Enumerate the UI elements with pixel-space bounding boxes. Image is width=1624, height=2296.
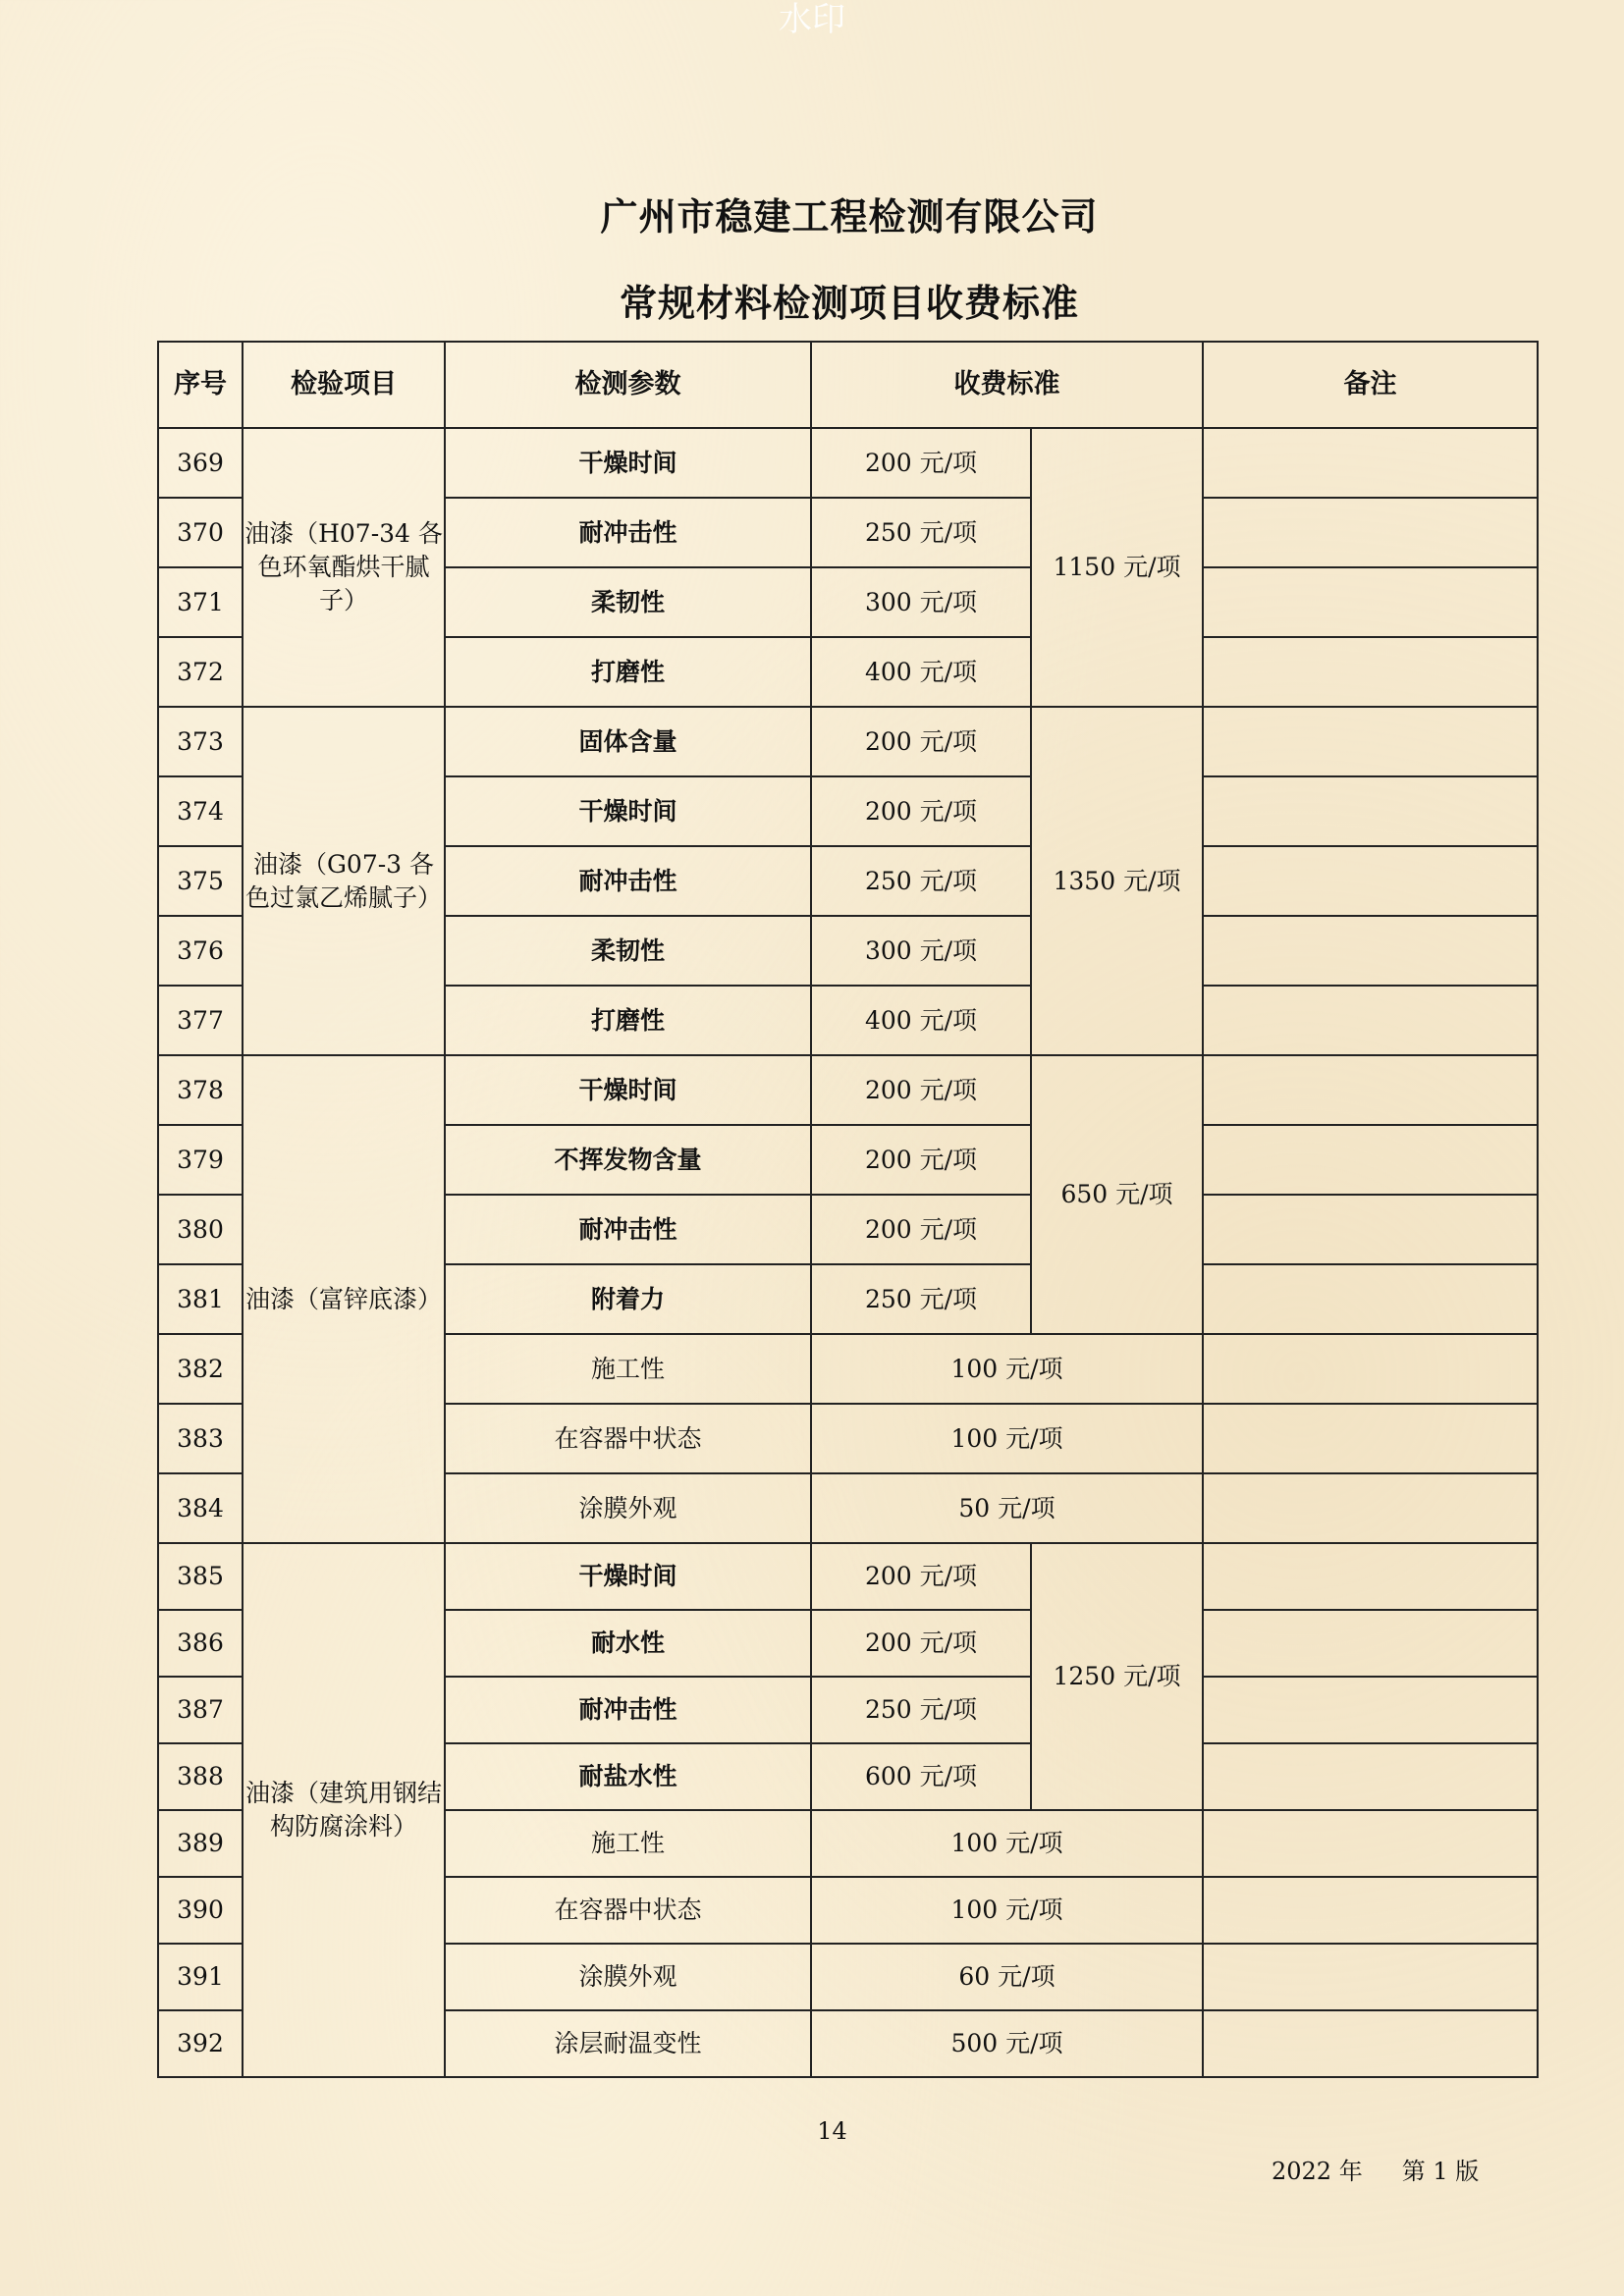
row-remark [1203, 1264, 1538, 1334]
row-fee: 200 元/项 [811, 707, 1031, 776]
row-fee: 300 元/项 [811, 916, 1031, 986]
row-param: 柔韧性 [445, 916, 811, 986]
group-total-fee: 1150 元/项 [1031, 428, 1203, 707]
row-param: 打磨性 [445, 986, 811, 1055]
row-fee: 200 元/项 [811, 428, 1031, 498]
row-remark [1203, 776, 1538, 846]
row-item: 油漆（H07-34 各色环氧酯烘干腻子） [243, 428, 445, 707]
row-param: 柔韧性 [445, 567, 811, 637]
row-remark [1203, 498, 1538, 567]
watermark-text: 水印 [779, 0, 845, 39]
header-fee: 收费标准 [811, 342, 1203, 428]
row-param: 在容器中状态 [445, 1877, 811, 1944]
row-fee: 400 元/项 [811, 986, 1031, 1055]
row-fee: 250 元/项 [811, 1677, 1031, 1743]
row-item: 油漆（富锌底漆） [243, 1055, 445, 1543]
row-remark [1203, 567, 1538, 637]
row-seq: 386 [158, 1610, 243, 1677]
row-remark [1203, 1195, 1538, 1264]
row-remark [1203, 1473, 1538, 1543]
row-fee: 60 元/项 [811, 1944, 1203, 2010]
row-param: 在容器中状态 [445, 1404, 811, 1473]
row-fee: 250 元/项 [811, 846, 1031, 916]
row-remark [1203, 846, 1538, 916]
row-remark [1203, 1877, 1538, 1944]
row-param: 耐冲击性 [445, 846, 811, 916]
row-item: 油漆（G07-3 各色过氯乙烯腻子） [243, 707, 445, 1055]
table-row [158, 1543, 1538, 1610]
row-remark [1203, 428, 1538, 498]
row-seq: 372 [158, 637, 243, 707]
header-param: 检测参数 [445, 342, 811, 428]
row-param: 干燥时间 [445, 428, 811, 498]
row-param: 干燥时间 [445, 1543, 811, 1610]
row-fee: 200 元/项 [811, 1610, 1031, 1677]
row-seq: 371 [158, 567, 243, 637]
row-remark [1203, 1677, 1538, 1743]
row-seq: 387 [158, 1677, 243, 1743]
row-param: 涂膜外观 [445, 1473, 811, 1543]
row-param: 打磨性 [445, 637, 811, 707]
edition-info [1272, 2152, 1479, 2186]
row-param: 耐冲击性 [445, 498, 811, 567]
row-fee: 200 元/项 [811, 1195, 1031, 1264]
row-seq: 383 [158, 1404, 243, 1473]
group-total-fee: 650 元/项 [1031, 1055, 1203, 1334]
row-seq: 381 [158, 1264, 243, 1334]
row-remark [1203, 1743, 1538, 1810]
row-seq: 369 [158, 428, 243, 498]
row-seq: 389 [158, 1810, 243, 1877]
row-seq: 370 [158, 498, 243, 567]
row-fee: 400 元/项 [811, 637, 1031, 707]
row-remark [1203, 707, 1538, 776]
row-fee: 100 元/项 [811, 1810, 1203, 1877]
row-param: 干燥时间 [445, 776, 811, 846]
row-fee: 200 元/项 [811, 1125, 1031, 1195]
row-param: 耐盐水性 [445, 1743, 811, 1810]
company-name: 广州市稳建工程检测有限公司 [600, 195, 1099, 239]
row-remark [1203, 1055, 1538, 1125]
page-title: 常规材料检测项目收费标准 [619, 282, 1079, 325]
row-fee: 300 元/项 [811, 567, 1031, 637]
row-fee: 100 元/项 [811, 1334, 1203, 1404]
row-remark [1203, 1944, 1538, 2010]
row-param: 固体含量 [445, 707, 811, 776]
header-remark: 备注 [1203, 342, 1538, 428]
row-param: 不挥发物含量 [445, 1125, 811, 1195]
row-item: 油漆（建筑用钢结构防腐涂料） [243, 1543, 445, 2077]
table-row [158, 1055, 1538, 1125]
row-seq: 380 [158, 1195, 243, 1264]
header-seq: 序号 [158, 342, 243, 428]
row-fee: 500 元/项 [811, 2010, 1203, 2077]
row-fee: 50 元/项 [811, 1473, 1203, 1543]
table-row [158, 428, 1538, 498]
row-seq: 376 [158, 916, 243, 986]
row-param: 耐水性 [445, 1610, 811, 1677]
row-seq: 375 [158, 846, 243, 916]
row-remark [1203, 1543, 1538, 1610]
row-seq: 390 [158, 1877, 243, 1944]
row-seq: 374 [158, 776, 243, 846]
row-seq: 384 [158, 1473, 243, 1543]
row-remark [1203, 1125, 1538, 1195]
row-fee: 200 元/项 [811, 776, 1031, 846]
row-remark [1203, 1810, 1538, 1877]
row-seq: 373 [158, 707, 243, 776]
group-total-fee: 1250 元/项 [1031, 1543, 1203, 1810]
row-param: 施工性 [445, 1334, 811, 1404]
row-remark [1203, 1404, 1538, 1473]
row-fee: 600 元/项 [811, 1743, 1031, 1810]
page-number: 14 [817, 2117, 847, 2145]
row-remark [1203, 1334, 1538, 1404]
fee-table [157, 341, 1539, 2078]
row-seq: 388 [158, 1743, 243, 1810]
row-param: 耐冲击性 [445, 1195, 811, 1264]
row-remark [1203, 1610, 1538, 1677]
row-seq: 377 [158, 986, 243, 1055]
group-total-fee: 1350 元/项 [1031, 707, 1203, 1055]
row-param: 附着力 [445, 1264, 811, 1334]
row-seq: 382 [158, 1334, 243, 1404]
row-param: 耐冲击性 [445, 1677, 811, 1743]
edition-year: 2022 年 [1272, 2158, 1363, 2185]
table-row [158, 707, 1538, 776]
row-fee: 100 元/项 [811, 1404, 1203, 1473]
row-param: 干燥时间 [445, 1055, 811, 1125]
row-seq: 378 [158, 1055, 243, 1125]
row-remark [1203, 986, 1538, 1055]
row-fee: 250 元/项 [811, 1264, 1031, 1334]
row-param: 涂膜外观 [445, 1944, 811, 2010]
row-fee: 250 元/项 [811, 498, 1031, 567]
row-seq: 385 [158, 1543, 243, 1610]
row-remark [1203, 2010, 1538, 2077]
row-seq: 391 [158, 1944, 243, 2010]
row-param: 涂层耐温变性 [445, 2010, 811, 2077]
edition-number: 第 1 版 [1401, 2158, 1480, 2185]
header-item: 检验项目 [243, 342, 445, 428]
table-header-row [158, 342, 1538, 428]
row-param: 施工性 [445, 1810, 811, 1877]
row-fee: 100 元/项 [811, 1877, 1203, 1944]
row-remark [1203, 916, 1538, 986]
row-fee: 200 元/项 [811, 1543, 1031, 1610]
row-seq: 392 [158, 2010, 243, 2077]
row-seq: 379 [158, 1125, 243, 1195]
row-fee: 200 元/项 [811, 1055, 1031, 1125]
row-remark [1203, 637, 1538, 707]
